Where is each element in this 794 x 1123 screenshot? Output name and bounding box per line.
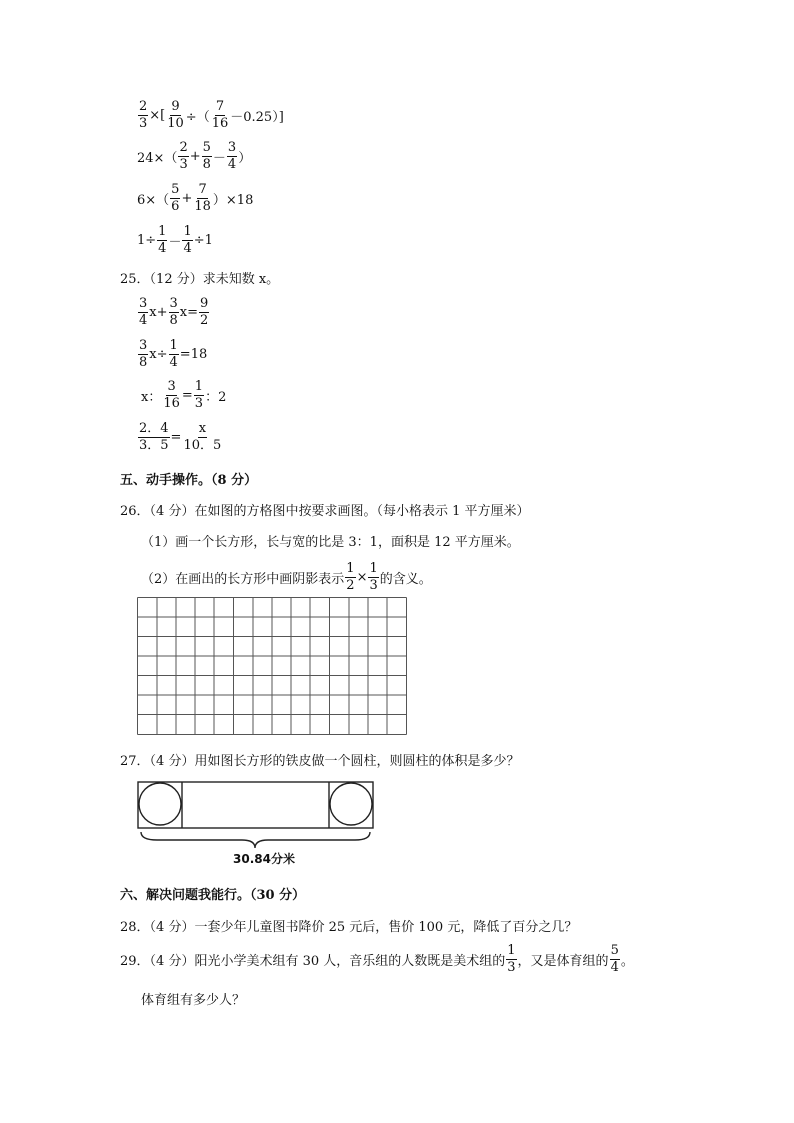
fraction: $\frac{2}{3}$ bbox=[139, 99, 148, 131]
fraction: $\frac{5}{4}$ bbox=[610, 943, 619, 975]
fraction: $\frac{1}{3}$ bbox=[507, 943, 516, 975]
fraction: $\frac{2}{3}$ bbox=[179, 140, 188, 172]
expression-1: $\frac{2}{3}$ ×[ $\frac{9}{10}$ ÷（ $\frac{7}{16}$ －0.25）] bbox=[139, 99, 284, 131]
question-25: 25．（12 分）求未知数 x。 bbox=[120, 272, 280, 287]
equation-2: $\frac{3}{8}$ x÷ $\frac{1}{4}$ =18 bbox=[139, 338, 208, 370]
fraction: $\frac{3}{4}$ bbox=[139, 296, 148, 328]
section-6-title: 六、解决问题我能行。（30 分） bbox=[120, 888, 306, 903]
fraction: $\frac{5}{6}$ bbox=[171, 182, 180, 214]
fraction: $\frac{3}{8}$ bbox=[169, 296, 178, 328]
section-5-title: 五、动手操作。（8 分） bbox=[120, 473, 258, 488]
fraction: $\frac{2.4}{3.5}$ bbox=[139, 421, 169, 453]
question-26-part-2: （2）在画出的长方形中画阴影表示 $\frac{1}{2}$ × $\frac{1}{3}$ 的含义。 bbox=[141, 561, 432, 593]
fraction: $\frac{1}{3}$ bbox=[194, 379, 204, 411]
fraction: $\frac{3}{4}$ bbox=[227, 140, 237, 172]
question-29: 29．（4 分）阳光小学美术组有 30 人，音乐组的人数既是美术组的 $\frac{1}{3}$ ，又是体育组的 $\frac{5}{4}$ 。 bbox=[120, 943, 634, 975]
question-28: 28．（4 分）一套少年儿童图书降价 25 元后，售价 100 元，降低了百分之几？ bbox=[120, 920, 578, 935]
equation-3: x： $\frac{3}{16}$ = $\frac{1}{3}$ ：2 bbox=[141, 379, 227, 411]
fraction: $\frac{7}{18}$ bbox=[194, 182, 211, 214]
expression-2: 24×（ $\frac{2}{3}$ + $\frac{5}{8}$ － $\frac{3}{4}$ ） bbox=[137, 140, 252, 172]
equation-1: $\frac{3}{4}$ x+ $\frac{3}{8}$ x= $\frac{9}{2}$ bbox=[139, 296, 209, 328]
fraction: $\frac{1}{4}$ bbox=[158, 224, 167, 256]
fraction: $\frac{x}{10.5}$ bbox=[183, 421, 222, 453]
expression-3: 6×（ $\frac{5}{6}$ + $\frac{7}{18}$ ）×18 bbox=[137, 182, 254, 214]
equation-4: $\frac{2.4}{3.5}$ = $\frac{x}{10.5}$ bbox=[139, 421, 222, 453]
fraction: $\frac{1}{2}$ bbox=[346, 561, 355, 593]
fraction: $\frac{1}{3}$ bbox=[369, 561, 378, 593]
fraction: $\frac{9}{2}$ bbox=[200, 296, 209, 328]
question-29-line-2: 体育组有多少人？ bbox=[141, 993, 246, 1008]
fraction: $\frac{1}{4}$ bbox=[169, 338, 178, 370]
fraction: $\frac{1}{4}$ bbox=[183, 224, 192, 256]
fraction: $\frac{3}{8}$ bbox=[139, 338, 148, 370]
fraction: $\frac{7}{16}$ bbox=[211, 99, 229, 131]
question-26-part-1: （1）画一个长方形，长与宽的比是 3：1，面积是 12 平方厘米。 bbox=[141, 535, 520, 550]
expression-4: 1÷ $\frac{1}{4}$ － $\frac{1}{4}$ ÷1 bbox=[137, 224, 213, 256]
question-26: 26．（4 分）在如图的方格图中按要求画图。（每小格表示 1 平方厘米） bbox=[120, 504, 530, 519]
figure-label-length: 30.84分米 bbox=[233, 852, 295, 866]
fraction: $\frac{3}{16}$ bbox=[163, 379, 180, 411]
fraction: $\frac{5}{8}$ bbox=[202, 140, 211, 172]
fraction: $\frac{9}{10}$ bbox=[167, 99, 184, 131]
square-grid bbox=[137, 597, 407, 735]
question-27: 27．（4 分）用如图长方形的铁皮做一个圆柱，则圆柱的体积是多少？ bbox=[120, 754, 520, 769]
